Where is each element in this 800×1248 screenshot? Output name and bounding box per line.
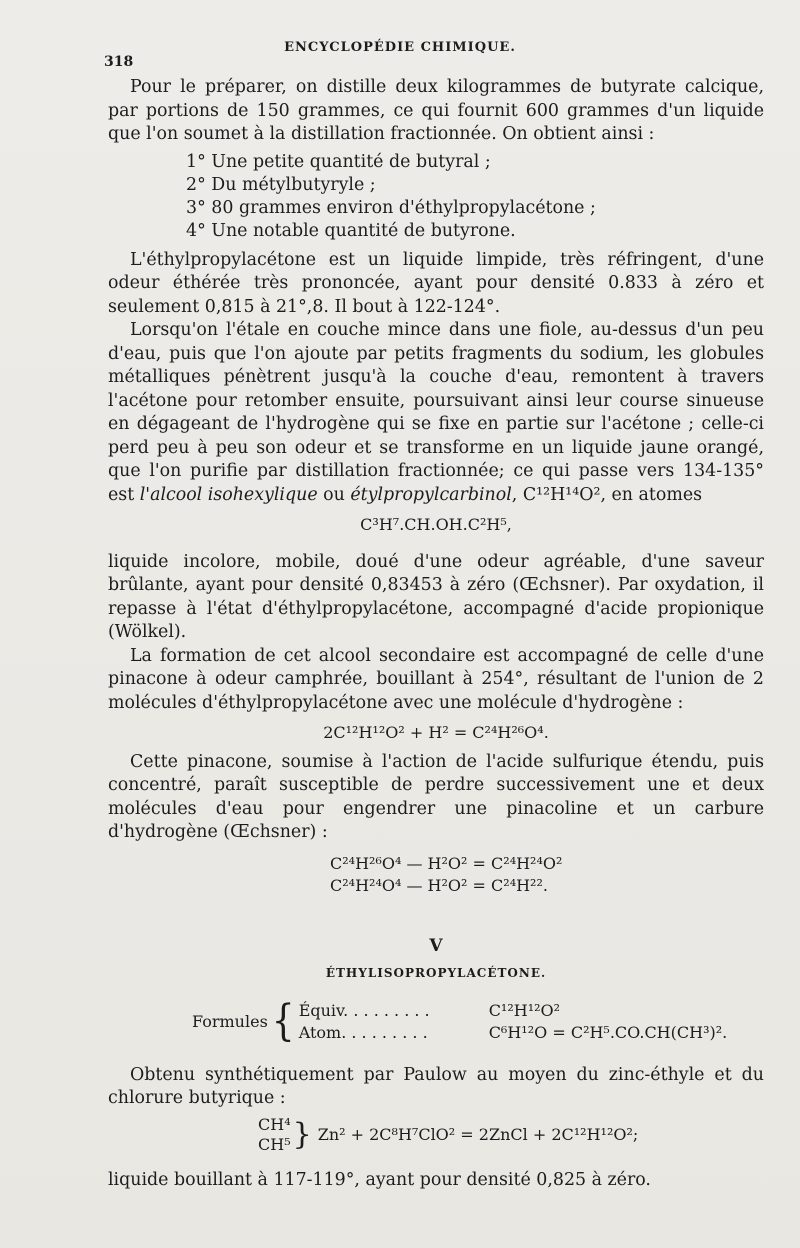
atom-label: Atom. . . . . . . . . (298, 1022, 428, 1042)
alcohol-name: l'alcool isohexylique (139, 484, 318, 505)
stack-top: CH⁴ (258, 1114, 291, 1134)
formula-rows (299, 1000, 728, 1044)
formules-label: Formules (192, 1011, 268, 1031)
atom-value: C⁶H¹²O = C²H⁵.CO.CH(CH³)². (488, 1022, 728, 1042)
conjunction: ou (317, 484, 351, 505)
section-title: ÉTHYLISOPROPYLACÉTONE. (325, 966, 547, 980)
section-number: V (429, 935, 443, 956)
brace-icon: { (271, 996, 295, 1046)
methyl-stack (258, 1115, 291, 1155)
reaction-equation (258, 1115, 764, 1155)
paragraph-preparation: Pour le préparer, on distille deux kilogrammes de butyrate calcique, par portions de 150 grammes, ce qui fournit 600 grammes d'un liquide que l'on soumet à la distillation fractionnée. On obtient ainsi : (108, 77, 764, 144)
formula-atomic: C³H⁷.CH.OH.C²H⁵, (360, 515, 512, 534)
equiv-value: C¹²H¹²O² (488, 1000, 561, 1020)
paragraph-sodium-end: , C¹²H¹⁴O², en atomes (511, 484, 703, 505)
paragraph-boiling: liquide bouillant à 117-119°, ayant pour densité 0,825 à zéro. (108, 1169, 651, 1190)
paragraph-sulfuric: Cette pinacone, soumise à l'action de l'acide sulfurique étendu, puis concentré, paraît susceptible de perdre successivement une et deux molécules d'eau pour engendrer une pinacoline et un carbure d'hydrogène (Œchsner) : (108, 751, 764, 842)
paragraph-sodium-text: Lorsqu'on l'étale en couche mince dans une fiole, au-dessus d'un peu d'eau, puis que l'on ajoute par petits fragments du sodium, les globules métalliques pénètrent jusqu'à la couche d'eau, remontent à travers l'acétone pour retomber ensuite, poursuivant ainsi leur course sinueuse en dégageant de l'hydrogène qui se fixe en partie sur l'acétone ; celle-ci perd peu à peu son odeur et se transforme en un liquide jaune orangé, que l'on purifie par distillation fractionnée; ce qui passe vers 134-135° est (108, 320, 764, 505)
equation-block (330, 853, 764, 897)
running-header (0, 40, 800, 70)
paragraph-sodium (108, 319, 764, 507)
products-list (186, 151, 764, 243)
list-item: 3° 80 grammes environ d'éthylpropylacétone ; (186, 197, 596, 218)
list-item: 4° Une notable quantité de butyrone. (186, 220, 516, 241)
paragraph-liquid: liquide incolore, mobile, doué d'une odeur agréable, d'une saveur brûlante, ayant pour densité 0,83453 à zéro (Œchsner). Par oxydation, il repasse à l'état d'éthylpropylacétone, accompagné d'acide propionique (Wölkel). (108, 551, 764, 642)
formulas-box (192, 996, 764, 1046)
list-item: 1° Une petite quantité de butyral ; (186, 151, 491, 172)
equiv-label: Équiv. . . . . . . . . (298, 1000, 430, 1020)
equation-line: C²⁴H²⁴O⁴ — H²O² = C²⁴H²². (330, 875, 548, 895)
equation-line: C²⁴H²⁶O⁴ — H²O² = C²⁴H²⁴O² (330, 853, 563, 873)
paragraph-properties: L'éthylpropylacétone est un liquide limpide, très réfringent, d'une odeur éthérée très prononcée, ayant pour densité 0.833 à zéro et seulement 0,815 à 21°,8. Il bout à 122-124°. (108, 249, 764, 317)
paragraph-pinacone: La formation de cet alcool secondaire est accompagné de celle d'une pinacone à odeur camphrée, bouillant à 254°, résultant de l'union de 2 molécules d'éthylpropylacétone avec une molécule d'hydrogène : (108, 645, 764, 713)
list-item: 2° Du métylbutyryle ; (186, 174, 376, 195)
formula-row-atom (299, 1022, 728, 1044)
formula-row-equiv (299, 1000, 728, 1022)
paragraph-synthesis: Obtenu synthétiquement par Paulow au moyen du zinc-éthyle et du chlorure butyrique : (108, 1064, 764, 1108)
formula-pinacone: 2C¹²H¹²O² + H² = C²⁴H²⁶O⁴. (323, 723, 549, 742)
page-number: 318 (104, 54, 134, 70)
body-text (108, 76, 764, 1192)
stack-bottom: CH⁵ (258, 1134, 291, 1154)
brace-close-icon: } (292, 1116, 312, 1152)
running-title: ENCYCLOPÉDIE CHIMIQUE. (284, 40, 516, 55)
carbinol-name: étylpropylcarbinol (350, 484, 512, 505)
reaction-text: Zn² + 2C⁸H⁷ClO² = 2ZnCl + 2C¹²H¹²O²; (317, 1124, 639, 1144)
